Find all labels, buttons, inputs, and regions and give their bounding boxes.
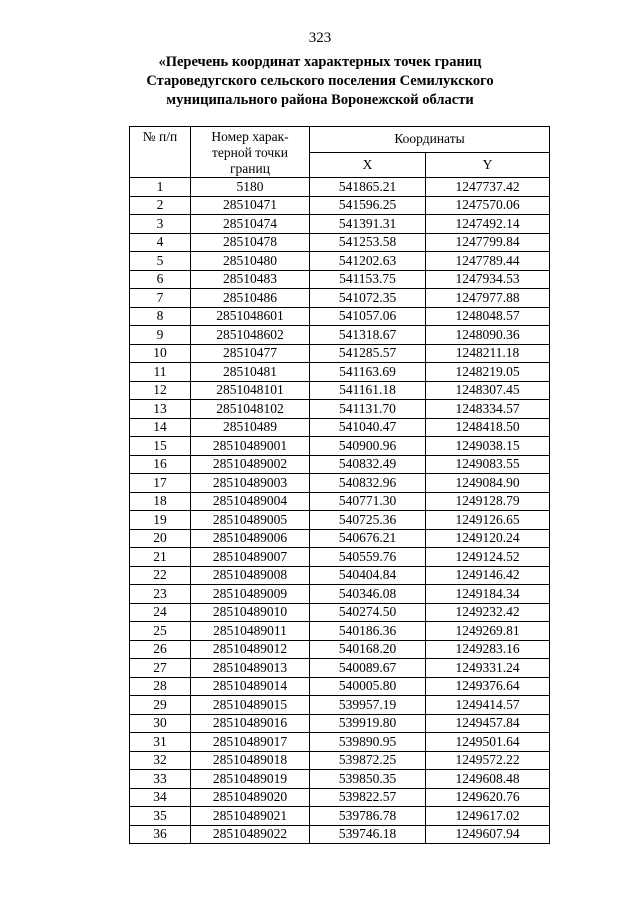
header-x: X — [310, 152, 426, 178]
row-number-cell: 30 — [130, 714, 191, 733]
row-number-cell: 32 — [130, 751, 191, 770]
row-number-cell: 19 — [130, 511, 191, 530]
point-number-cell: 28510489010 — [191, 603, 310, 622]
point-number-cell: 28510478 — [191, 233, 310, 252]
table-row — [130, 400, 550, 419]
document-title — [60, 53, 580, 110]
row-number-cell: 3 — [130, 215, 191, 234]
row-number-cell: 31 — [130, 733, 191, 752]
x-coordinate-cell: 539786.78 — [310, 807, 426, 826]
point-number-cell: 28510489016 — [191, 714, 310, 733]
y-coordinate-cell: 1247492.14 — [426, 215, 550, 234]
header-y: Y — [426, 152, 550, 178]
row-number-cell: 6 — [130, 270, 191, 289]
table-row — [130, 418, 550, 437]
coordinates-table — [129, 126, 550, 844]
point-number-cell: 28510489009 — [191, 585, 310, 604]
point-number-cell: 28510489002 — [191, 455, 310, 474]
y-coordinate-cell: 1249084.90 — [426, 474, 550, 493]
y-coordinate-cell: 1247934.53 — [426, 270, 550, 289]
table-row — [130, 770, 550, 789]
x-coordinate-cell: 539746.18 — [310, 825, 426, 844]
x-coordinate-cell: 541865.21 — [310, 178, 426, 197]
row-number-cell: 25 — [130, 622, 191, 641]
x-coordinate-cell: 539890.95 — [310, 733, 426, 752]
header-point-line-1: Номер харак- — [211, 129, 289, 144]
point-number-cell: 28510489019 — [191, 770, 310, 789]
header-row-number: № п/п — [130, 127, 191, 178]
x-coordinate-cell: 539872.25 — [310, 751, 426, 770]
y-coordinate-cell: 1248048.57 — [426, 307, 550, 326]
row-number-cell: 29 — [130, 696, 191, 715]
y-coordinate-cell: 1248090.36 — [426, 326, 550, 345]
point-number-cell: 2851048601 — [191, 307, 310, 326]
row-number-cell: 35 — [130, 807, 191, 826]
table-row — [130, 196, 550, 215]
table-row — [130, 825, 550, 844]
table-row — [130, 474, 550, 493]
row-number-cell: 18 — [130, 492, 191, 511]
x-coordinate-cell: 540559.76 — [310, 548, 426, 567]
point-number-cell: 28510486 — [191, 289, 310, 308]
x-coordinate-cell: 540404.84 — [310, 566, 426, 585]
row-number-cell: 9 — [130, 326, 191, 345]
row-number-cell: 21 — [130, 548, 191, 567]
point-number-cell: 28510489008 — [191, 566, 310, 585]
x-coordinate-cell: 541391.31 — [310, 215, 426, 234]
table-row — [130, 307, 550, 326]
y-coordinate-cell: 1249457.84 — [426, 714, 550, 733]
x-coordinate-cell: 540005.80 — [310, 677, 426, 696]
y-coordinate-cell: 1249283.16 — [426, 640, 550, 659]
y-coordinate-cell: 1247737.42 — [426, 178, 550, 197]
point-number-cell: 5180 — [191, 178, 310, 197]
table-row — [130, 252, 550, 271]
row-number-cell: 10 — [130, 344, 191, 363]
x-coordinate-cell: 539919.80 — [310, 714, 426, 733]
x-coordinate-cell: 540832.96 — [310, 474, 426, 493]
x-coordinate-cell: 540089.67 — [310, 659, 426, 678]
x-coordinate-cell: 540186.36 — [310, 622, 426, 641]
row-number-cell: 8 — [130, 307, 191, 326]
table-row — [130, 622, 550, 641]
header-coordinates: Координаты — [310, 127, 550, 153]
x-coordinate-cell: 541040.47 — [310, 418, 426, 437]
y-coordinate-cell: 1248307.45 — [426, 381, 550, 400]
row-number-cell: 11 — [130, 363, 191, 382]
table-body — [130, 178, 550, 844]
y-coordinate-cell: 1249331.24 — [426, 659, 550, 678]
x-coordinate-cell: 541072.35 — [310, 289, 426, 308]
row-number-cell: 36 — [130, 825, 191, 844]
point-number-cell: 28510489007 — [191, 548, 310, 567]
table-row — [130, 178, 550, 197]
point-number-cell: 28510489012 — [191, 640, 310, 659]
y-coordinate-cell: 1248211.18 — [426, 344, 550, 363]
table-row — [130, 807, 550, 826]
table-row — [130, 215, 550, 234]
x-coordinate-cell: 541285.57 — [310, 344, 426, 363]
table-row — [130, 677, 550, 696]
x-coordinate-cell: 540771.30 — [310, 492, 426, 511]
y-coordinate-cell: 1248219.05 — [426, 363, 550, 382]
point-number-cell: 28510489001 — [191, 437, 310, 456]
table-row — [130, 714, 550, 733]
header-point-line-3: границ — [230, 161, 270, 176]
row-number-cell: 17 — [130, 474, 191, 493]
x-coordinate-cell: 539822.57 — [310, 788, 426, 807]
table-row — [130, 603, 550, 622]
table-row — [130, 529, 550, 548]
point-number-cell: 28510489017 — [191, 733, 310, 752]
table-row — [130, 289, 550, 308]
point-number-cell: 28510489011 — [191, 622, 310, 641]
table-row — [130, 326, 550, 345]
y-coordinate-cell: 1247789.44 — [426, 252, 550, 271]
table-row — [130, 233, 550, 252]
row-number-cell: 33 — [130, 770, 191, 789]
y-coordinate-cell: 1249128.79 — [426, 492, 550, 511]
point-number-cell: 28510489022 — [191, 825, 310, 844]
x-coordinate-cell: 540274.50 — [310, 603, 426, 622]
table-row — [130, 640, 550, 659]
table-row — [130, 270, 550, 289]
x-coordinate-cell: 541253.58 — [310, 233, 426, 252]
y-coordinate-cell: 1249620.76 — [426, 788, 550, 807]
point-number-cell: 28510489005 — [191, 511, 310, 530]
point-number-cell: 28510489018 — [191, 751, 310, 770]
row-number-cell: 1 — [130, 178, 191, 197]
x-coordinate-cell: 540900.96 — [310, 437, 426, 456]
point-number-cell: 28510489013 — [191, 659, 310, 678]
table-row — [130, 733, 550, 752]
y-coordinate-cell: 1249124.52 — [426, 548, 550, 567]
table-row — [130, 788, 550, 807]
table-row — [130, 437, 550, 456]
table-row — [130, 381, 550, 400]
table-row — [130, 344, 550, 363]
x-coordinate-cell: 540725.36 — [310, 511, 426, 530]
x-coordinate-cell: 540346.08 — [310, 585, 426, 604]
point-number-cell: 28510489004 — [191, 492, 310, 511]
point-number-cell: 28510489014 — [191, 677, 310, 696]
y-coordinate-cell: 1249607.94 — [426, 825, 550, 844]
y-coordinate-cell: 1249617.02 — [426, 807, 550, 826]
row-number-cell: 24 — [130, 603, 191, 622]
row-number-cell: 34 — [130, 788, 191, 807]
row-number-cell: 28 — [130, 677, 191, 696]
point-number-cell: 2851048602 — [191, 326, 310, 345]
point-number-cell: 28510489003 — [191, 474, 310, 493]
y-coordinate-cell: 1249608.48 — [426, 770, 550, 789]
x-coordinate-cell: 541163.69 — [310, 363, 426, 382]
x-coordinate-cell: 541161.18 — [310, 381, 426, 400]
row-number-cell: 23 — [130, 585, 191, 604]
point-number-cell: 28510489015 — [191, 696, 310, 715]
table-row — [130, 492, 550, 511]
x-coordinate-cell: 541131.70 — [310, 400, 426, 419]
row-number-cell: 20 — [130, 529, 191, 548]
point-number-cell: 28510489006 — [191, 529, 310, 548]
row-number-cell: 22 — [130, 566, 191, 585]
table-row — [130, 566, 550, 585]
point-number-cell: 28510474 — [191, 215, 310, 234]
table-row — [130, 751, 550, 770]
title-line-2: Староведугского сельского поселения Семилукского — [146, 73, 494, 89]
table-row — [130, 363, 550, 382]
y-coordinate-cell: 1247570.06 — [426, 196, 550, 215]
row-number-cell: 15 — [130, 437, 191, 456]
point-number-cell: 28510481 — [191, 363, 310, 382]
row-number-cell: 14 — [130, 418, 191, 437]
y-coordinate-cell: 1249269.81 — [426, 622, 550, 641]
table-row — [130, 455, 550, 474]
row-number-cell: 2 — [130, 196, 191, 215]
row-number-cell: 7 — [130, 289, 191, 308]
row-number-cell: 26 — [130, 640, 191, 659]
y-coordinate-cell: 1249501.64 — [426, 733, 550, 752]
y-coordinate-cell: 1249184.34 — [426, 585, 550, 604]
y-coordinate-cell: 1248418.50 — [426, 418, 550, 437]
point-number-cell: 2851048101 — [191, 381, 310, 400]
table-row — [130, 585, 550, 604]
table-row — [130, 659, 550, 678]
row-number-cell: 27 — [130, 659, 191, 678]
row-number-cell: 16 — [130, 455, 191, 474]
title-line-1: «Перечень координат характерных точек границ — [158, 54, 482, 70]
table-row — [130, 696, 550, 715]
row-number-cell: 4 — [130, 233, 191, 252]
x-coordinate-cell: 541057.06 — [310, 307, 426, 326]
y-coordinate-cell: 1248334.57 — [426, 400, 550, 419]
row-number-cell: 13 — [130, 400, 191, 419]
title-line-3: муниципального района Воронежской области — [166, 92, 474, 108]
point-number-cell: 2851048102 — [191, 400, 310, 419]
y-coordinate-cell: 1247799.84 — [426, 233, 550, 252]
row-number-cell: 5 — [130, 252, 191, 271]
y-coordinate-cell: 1249083.55 — [426, 455, 550, 474]
x-coordinate-cell: 539850.35 — [310, 770, 426, 789]
header-point-number — [191, 127, 310, 178]
table-row — [130, 511, 550, 530]
y-coordinate-cell: 1249376.64 — [426, 677, 550, 696]
point-number-cell: 28510483 — [191, 270, 310, 289]
x-coordinate-cell: 540832.49 — [310, 455, 426, 474]
y-coordinate-cell: 1249038.15 — [426, 437, 550, 456]
y-coordinate-cell: 1249146.42 — [426, 566, 550, 585]
page-number: 323 — [308, 30, 332, 46]
point-number-cell: 28510489020 — [191, 788, 310, 807]
y-coordinate-cell: 1249232.42 — [426, 603, 550, 622]
x-coordinate-cell: 541596.25 — [310, 196, 426, 215]
x-coordinate-cell: 541202.63 — [310, 252, 426, 271]
y-coordinate-cell: 1249126.65 — [426, 511, 550, 530]
header-point-line-2: терной точки — [212, 145, 288, 160]
table-row — [130, 548, 550, 567]
x-coordinate-cell: 541318.67 — [310, 326, 426, 345]
y-coordinate-cell: 1249572.22 — [426, 751, 550, 770]
point-number-cell: 28510477 — [191, 344, 310, 363]
x-coordinate-cell: 540676.21 — [310, 529, 426, 548]
y-coordinate-cell: 1247977.88 — [426, 289, 550, 308]
x-coordinate-cell: 539957.19 — [310, 696, 426, 715]
point-number-cell: 28510489021 — [191, 807, 310, 826]
y-coordinate-cell: 1249120.24 — [426, 529, 550, 548]
point-number-cell: 28510480 — [191, 252, 310, 271]
y-coordinate-cell: 1249414.57 — [426, 696, 550, 715]
table-header — [130, 127, 550, 178]
row-number-cell: 12 — [130, 381, 191, 400]
point-number-cell: 28510471 — [191, 196, 310, 215]
x-coordinate-cell: 540168.20 — [310, 640, 426, 659]
x-coordinate-cell: 541153.75 — [310, 270, 426, 289]
point-number-cell: 28510489 — [191, 418, 310, 437]
